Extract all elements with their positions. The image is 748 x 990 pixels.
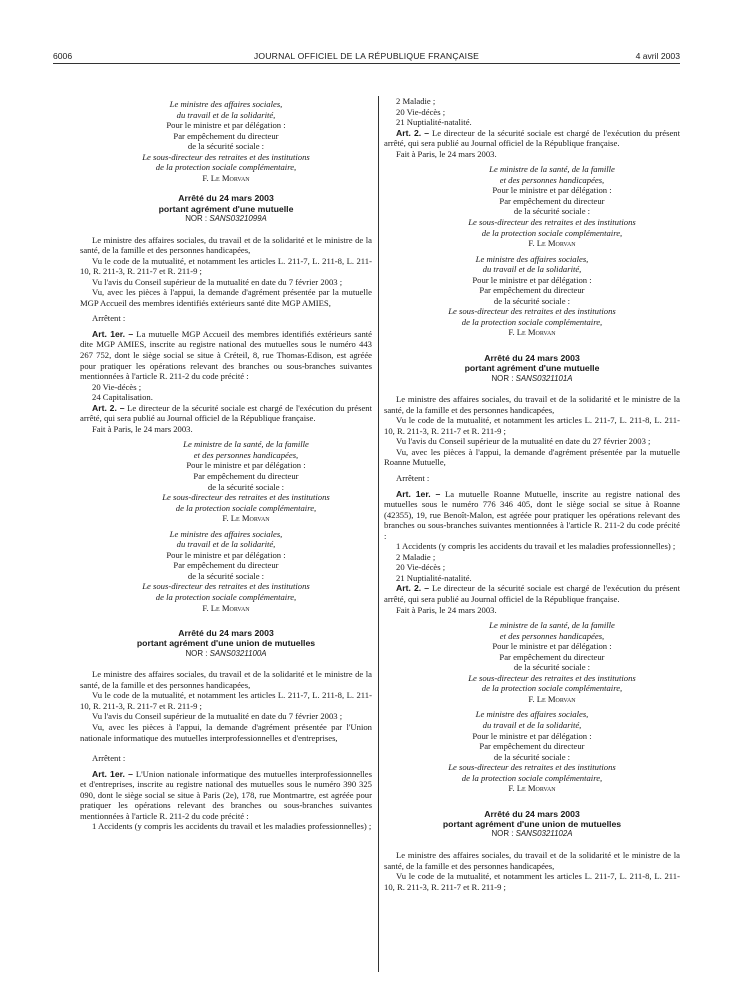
arrete-title: Arrêté du 24 mars 2003 — [484, 353, 580, 364]
signature-line: Pour le ministre et par délégation : — [492, 641, 612, 652]
signature-line: Par empêchement du directeur — [173, 130, 279, 141]
article: Art. 1er. – La mutuelle Roanne Mutuelle, inscrite au registre national des mutuelles sous le numéro 776 346 405, dont le siège social se situe à Roanne (42355), 19, rue Benoît-Malon, est agréée pour pratiquer les opérations relevant des branches ou sous-branches suivantes mentionnées à l'article R. 211-2 du code précité : — [384, 488, 680, 541]
header-rule — [53, 63, 680, 64]
paragraph: Vu le code de la mutualité, et notamment les articles L. 211-7, L. 211-8, L. 211-10, R. 211-3, R. 211-7 et R. 211-9 ; — [384, 871, 680, 892]
signature-line: de la protection sociale complémentaire, — [461, 316, 603, 327]
paragraph: Vu l'avis du Conseil supérieur de la mutualité en date du 27 février 2003 ; — [396, 436, 651, 447]
signature-line: de la protection sociale complémentaire, — [481, 227, 623, 238]
paragraph: Vu, avec les pièces à l'appui, la demande d'agrément présentée par la mutuelle Roanne Mutuelle, — [384, 446, 680, 468]
branch-item: 2 Maladie ; — [396, 96, 436, 106]
signature-line: Le ministre des affaires sociales, — [475, 709, 589, 720]
nor-reference: NOR : SANS0321101A — [491, 373, 573, 383]
arretent-label: Arrêtent : — [396, 473, 430, 483]
signature-line: Le ministre des affaires sociales, — [475, 253, 589, 264]
signature-block — [80, 99, 372, 183]
article: Art. 2. – Le directeur de la sécurité sociale est chargé de l'exécution du présent arrêté, qui sera publié au Journal officiel de la République française. — [384, 127, 680, 149]
arrete-title: Arrêté du 24 mars 2003 — [178, 193, 274, 204]
signature-block — [80, 529, 372, 613]
signature-line: et des personnes handicapées, — [499, 174, 605, 185]
signatory-name: F. Le Morvan — [508, 327, 556, 338]
article: Art. 1er. – L'Union nationale informatique des mutuelles interprofessionnelles et d'entreprises, inscrite au registre national des mutuelles sous le numéro 390 325 090, dont le siège social se situe à Paris (2e), 178, rue Montmartre, est agréée pour pratiquer les opérations relevant des branches ou sous-branches suivantes mentionnées à l'article R. 211-2 du code précité : — [80, 768, 372, 821]
signature-line: Le sous-directeur des retraites et des institutions — [142, 581, 310, 592]
branch-item: 1 Accidents (y compris les accidents du travail et les maladies professionnelles) ; — [396, 541, 676, 552]
arrete-subtitle: portant agrément d'une mutuelle — [464, 363, 600, 374]
paragraph: Vu le code de la mutualité, et notamment les articles L. 211-7, L. 211-8, L. 211-10, R. 211-3, R. 211-7 et R. 211-9 ; — [80, 690, 372, 711]
arrete-subtitle: portant agrément d'une mutuelle — [158, 203, 294, 214]
signature-line: Pour le ministre et par délégation : — [186, 460, 306, 471]
arretent-label: Arrêtent : — [92, 313, 126, 324]
signature-line: de la sécurité sociale : — [207, 481, 285, 492]
paragraph: Le ministre des affaires sociales, du travail et de la solidarité et le ministre de la santé, de la famille et des personnes handicapées, — [80, 234, 372, 256]
signature-line: Le ministre de la santé, de la famille — [183, 439, 309, 450]
signature-line: de la sécurité sociale : — [513, 206, 591, 217]
signature-block — [384, 254, 680, 338]
signature-line: de la sécurité sociale : — [493, 751, 571, 762]
column-divider — [378, 96, 379, 972]
paragraph: Vu l'avis du Conseil supérieur de la mutualité en date du 7 février 2003 ; — [92, 711, 343, 722]
signed-place-date: Fait à Paris, le 24 mars 2003. — [396, 604, 497, 615]
signature-line: Le sous-directeur des retraites et des institutions — [162, 492, 330, 503]
signature-line: de la sécurité sociale : — [187, 570, 265, 581]
signature-line: Le ministre de la santé, de la famille — [489, 620, 615, 631]
signature-line: Le sous-directeur des retraites et des institutions — [142, 151, 310, 162]
branch-item: 20 Vie-décès ; — [92, 381, 142, 392]
signature-line: de la protection sociale complémentaire, — [481, 683, 623, 694]
signature-line: Pour le ministre et par délégation : — [166, 120, 286, 131]
signature-line: Par empêchement du directeur — [479, 285, 585, 296]
signed-place-date: Fait à Paris, le 24 mars 2003. — [396, 148, 497, 159]
signature-line: Pour le ministre et par délégation : — [472, 730, 592, 741]
signatory-name: F. Le Morvan — [528, 693, 576, 704]
branch-item: 20 Vie-décès ; — [396, 106, 446, 117]
signature-line: Par empêchement du directeur — [499, 195, 605, 206]
branch-item: 2 Maladie ; — [396, 551, 436, 562]
nor-reference: NOR : SANS0321099A — [185, 213, 267, 223]
signature-line: du travail et de la solidarité, — [482, 720, 582, 731]
signature-line: Le ministre de la santé, de la famille — [489, 164, 615, 175]
arrete-title: Arrêté du 24 mars 2003 — [484, 808, 580, 819]
signatory-name: F. Le Morvan — [528, 238, 576, 249]
signature-block — [384, 620, 680, 704]
signatory-name: F. Le Morvan — [508, 783, 556, 794]
right-column — [384, 96, 680, 892]
signature-line: du travail et de la solidarité, — [176, 539, 276, 550]
signature-line: Par empêchement du directeur — [173, 560, 279, 571]
paragraph: Le ministre des affaires sociales, du travail et de la solidarité et le ministre de la santé, de la famille et des personnes handicapées, — [80, 669, 372, 690]
signature-line: Le ministre des affaires sociales, — [169, 528, 283, 539]
paragraph: Vu, avec les pièces à l'appui, la demande d'agrément présentée par l'Union nationale informatique des mutuelles interprofessionnelles et d'entreprises, — [80, 721, 372, 743]
signature-line: de la protection sociale complémentaire, — [155, 592, 297, 603]
article: Art. 2. – Le directeur de la sécurité sociale est chargé de l'exécution du présent arrêté, qui sera publié au Journal officiel de la République française. — [80, 402, 373, 424]
signature-line: de la sécurité sociale : — [513, 662, 591, 673]
arrete-subtitle: portant agrément d'une union de mutuelles — [136, 638, 316, 649]
paragraph: Vu le code de la mutualité, et notamment les articles L. 211-7, L. 211-8, L. 211-10, R. 211-3, R. 211-7 et R. 211-9 ; — [80, 255, 372, 277]
signature-line: Le sous-directeur des retraites et des institutions — [448, 762, 616, 773]
signature-line: et des personnes handicapées, — [499, 630, 605, 641]
signature-block — [384, 709, 680, 793]
signature-line: et des personnes handicapées, — [193, 449, 299, 460]
signature-line: de la protection sociale complémentaire, — [155, 162, 297, 173]
paragraph: Le ministre des affaires sociales, du travail et de la solidarité et le ministre de la santé, de la famille et des personnes handicapées, — [384, 394, 680, 415]
branch-item: 24 Capitalisation. — [92, 392, 153, 403]
signature-line: de la protection sociale complémentaire, — [461, 772, 603, 783]
signature-line: Pour le ministre et par délégation : — [166, 549, 286, 560]
article: Art. 1er. – La mutuelle MGP Accueil des membres identifiés extérieurs santé dite MGP AMIES, inscrite au registre national des mutuelles sous le numéro 443 267 752, dont le siège social se situe à Créteil, 8, rue Thomas-Edison, est agréée pour pratiquer les opérations relevant des branches ou sous-branches suivantes mentionnées à l'article R. 211-2 du code précité : — [80, 328, 372, 382]
nor-reference: NOR : SANS0321100A — [185, 648, 267, 658]
signature-line: Pour le ministre et par délégation : — [492, 185, 612, 196]
branch-item: 20 Vie-décès ; — [396, 562, 446, 573]
signature-line: Pour le ministre et par délégation : — [472, 274, 592, 285]
page-header — [53, 51, 680, 63]
paragraph: Vu l'avis du Conseil supérieur de la mutualité en date du 7 février 2003 ; — [92, 276, 343, 287]
page-number: 6006 — [53, 51, 73, 61]
signature-line: du travail et de la solidarité, — [176, 109, 276, 120]
signatory-name: F. Le Morvan — [202, 172, 250, 183]
signature-line: de la sécurité sociale : — [187, 141, 265, 152]
branch-item: 21 Nuptialité-natalité. — [396, 117, 472, 128]
signature-line: de la protection sociale complémentaire, — [175, 502, 317, 513]
arrete-subtitle: portant agrément d'une union de mutuelles — [442, 819, 622, 830]
signature-line: Le sous-directeur des retraites et des institutions — [448, 306, 616, 317]
signature-line: Le ministre des affaires sociales, — [169, 99, 283, 109]
branch-item: 1 Accidents (y compris les accidents du travail et les maladies professionnelles) ; — [92, 821, 372, 832]
issue-date: 4 avril 2003 — [635, 51, 680, 61]
journal-title: JOURNAL OFFICIEL DE LA RÉPUBLIQUE FRANÇAISE — [253, 51, 480, 61]
signature-line: de la sécurité sociale : — [493, 295, 571, 306]
article: Art. 2. – Le directeur de la sécurité sociale est chargé de l'exécution du présent arrêté, qui sera publié au Journal officiel de la République française. — [384, 583, 680, 605]
left-column — [80, 99, 372, 832]
branch-item: 21 Nuptialité-natalité. — [396, 572, 472, 583]
paragraph: Vu, avec les pièces à l'appui, la demande d'agrément présentée par la mutuelle MGP Accueil des membres identifiés extérieurs santé dite MGP AMIES, — [80, 287, 372, 308]
signature-line: Par empêchement du directeur — [499, 651, 605, 662]
signature-line: Par empêchement du directeur — [479, 741, 585, 752]
paragraph: Vu le code de la mutualité, et notamment les articles L. 211-7, L. 211-8, L. 211-10, R. 211-3, R. 211-7 et R. 211-9 ; — [384, 415, 680, 436]
arretent-label: Arrêtent : — [92, 753, 126, 764]
paragraph: Le ministre des affaires sociales, du travail et de la solidarité et le ministre de la santé, de la famille et des personnes handicapées, — [384, 850, 680, 871]
signatory-name: F. Le Morvan — [202, 602, 250, 613]
signature-block — [80, 439, 372, 523]
nor-reference: NOR : SANS0321102A — [491, 829, 573, 839]
signed-place-date: Fait à Paris, le 24 mars 2003. — [92, 423, 193, 434]
signature-line: du travail et de la solidarité, — [482, 264, 582, 275]
signature-line: Le sous-directeur des retraites et des institutions — [468, 672, 636, 683]
signature-line: Le sous-directeur des retraites et des institutions — [468, 217, 636, 228]
signature-line: Par empêchement du directeur — [193, 471, 299, 481]
arrete-title: Arrêté du 24 mars 2003 — [178, 628, 274, 639]
signature-block — [384, 164, 680, 248]
signatory-name: F. Le Morvan — [222, 513, 270, 524]
